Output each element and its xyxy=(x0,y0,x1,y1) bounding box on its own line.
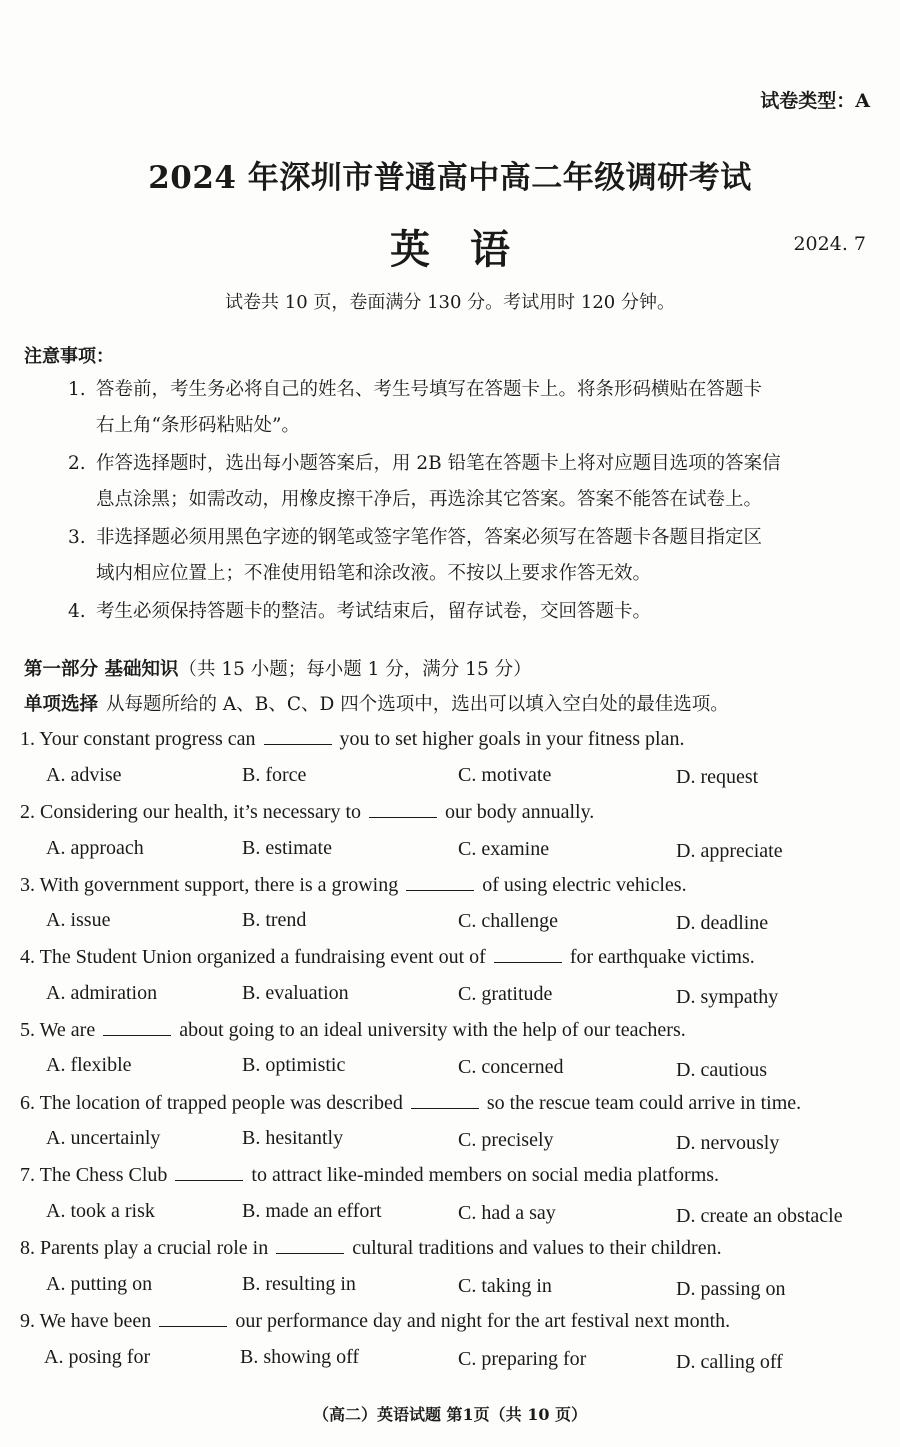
option-d: D. sympathy xyxy=(676,986,779,1008)
instruction-label: 单项选择 xyxy=(24,694,99,715)
option-a: A. putting on xyxy=(46,1273,153,1295)
subject-title: 英语 xyxy=(390,226,550,273)
section-title-detail: （共 15 小题；每小题 1 分，满分 15 分） xyxy=(178,659,532,680)
note-text: 答卷前，考生务必将自己的姓名、考生号填写在答题卡上。将条形码横贴在答题卡 xyxy=(96,379,763,400)
answer-blank xyxy=(276,1237,344,1254)
option-a: A. admiration xyxy=(46,982,158,1004)
answer-blank xyxy=(264,728,332,745)
question-stem: 1. Your constant progress can you to set higher goals in your fitness plan. xyxy=(20,728,685,750)
option-b: B. estimate xyxy=(242,837,332,859)
section-title xyxy=(24,655,532,681)
option-c: C. preparing for xyxy=(458,1348,587,1370)
option-b: B. evaluation xyxy=(242,982,349,1004)
instruction-text: 从每题所给的 A、B、C、D 四个选项中，选出可以填入空白处的最佳选项。 xyxy=(106,694,729,715)
note-number: 2. xyxy=(68,453,86,474)
option-a: A. issue xyxy=(46,909,111,931)
option-b: B. showing off xyxy=(240,1346,360,1368)
option-b: B. optimistic xyxy=(242,1054,346,1076)
question-stem: 3. With government support, there is a growing of using electric vehicles. xyxy=(20,874,687,896)
answer-blank xyxy=(411,1092,479,1109)
option-d: D. appreciate xyxy=(676,840,783,862)
question-stem: 5. We are about going to an ideal university with the help of our teachers. xyxy=(20,1019,686,1041)
section-instruction xyxy=(24,690,729,716)
option-d: D. request xyxy=(676,766,759,788)
note-text: 域内相应位置上；不准使用铅笔和涂改液。不按以上要求作答无效。 xyxy=(96,563,652,584)
question-stem: 7. The Chess Club to attract like-minded members on social media platforms. xyxy=(20,1164,720,1186)
option-c: C. challenge xyxy=(458,910,558,932)
answer-blank xyxy=(103,1019,171,1036)
option-c: C. had a say xyxy=(458,1202,556,1224)
answer-blank xyxy=(494,946,562,963)
note-text: 非选择题必须用黑色字迹的钢笔或签字笔作答，答案必须写在答题卡各题目指定区 xyxy=(96,527,763,548)
option-d: D. calling off xyxy=(676,1351,783,1373)
note-item xyxy=(68,372,878,444)
note-text: 右上角“条形码粘贴处”。 xyxy=(96,415,300,436)
option-d: D. nervously xyxy=(676,1132,780,1154)
paper-type-label: 试卷类型：A xyxy=(760,90,870,112)
note-text: 息点涂黑；如需改动，用橡皮擦干净后，再选涂其它答案。答案不能答在试卷上。 xyxy=(96,489,763,510)
page-footer: （高二）英语试题 第1页（共 10 页） xyxy=(312,1405,588,1424)
note-text: 作答选择题时，选出每小题答案后，用 2B 铅笔在答题卡上将对应题目选项的答案信 xyxy=(96,453,781,474)
note-text: 考生必须保持答题卡的整洁。考试结束后，留存试卷，交回答题卡。 xyxy=(96,601,652,622)
exam-date: 2024. 7 xyxy=(793,233,866,255)
option-b: B. trend xyxy=(242,909,307,931)
answer-blank xyxy=(406,874,474,891)
note-number: 4. xyxy=(68,601,86,622)
option-c: C. motivate xyxy=(458,764,552,786)
option-c: C. precisely xyxy=(458,1129,554,1151)
note-item xyxy=(68,446,878,518)
answer-blank xyxy=(369,801,437,818)
question-stem: 4. The Student Union organized a fundraising event out of for earthquake victims. xyxy=(20,946,755,968)
option-d: D. deadline xyxy=(676,912,769,934)
option-a: A. took a risk xyxy=(46,1200,155,1222)
option-a: A. posing for xyxy=(44,1346,151,1368)
option-a: A. flexible xyxy=(46,1054,132,1076)
exam-info: 试卷共 10 页，卷面满分 130 分。考试用时 120 分钟。 xyxy=(225,292,675,313)
note-number: 3. xyxy=(68,527,86,548)
note-item xyxy=(68,520,878,592)
option-b: B. resulting in xyxy=(242,1273,356,1295)
option-d: D. cautious xyxy=(676,1059,768,1081)
option-c: C. taking in xyxy=(458,1275,552,1297)
option-b: B. made an effort xyxy=(242,1200,382,1222)
answer-blank xyxy=(159,1310,227,1327)
option-a: A. approach xyxy=(46,837,144,859)
option-b: B. force xyxy=(242,764,307,786)
option-b: B. hesitantly xyxy=(242,1127,344,1149)
option-d: D. passing on xyxy=(676,1278,786,1300)
option-a: A. advise xyxy=(46,764,122,786)
question-stem: 2. Considering our health, it’s necessary to our body annually. xyxy=(20,801,595,823)
option-c: C. concerned xyxy=(458,1056,564,1078)
option-c: C. examine xyxy=(458,838,550,860)
exam-title: 2024 年深圳市普通高中高二年级调研考试 xyxy=(148,160,752,196)
notes-heading: 注意事项： xyxy=(24,346,114,367)
note-item xyxy=(68,594,878,630)
section-title-main: 第一部分 基础知识 xyxy=(24,659,179,680)
note-number: 1. xyxy=(68,379,86,400)
question-stem: 8. Parents play a crucial role in cultural traditions and values to their children. xyxy=(20,1237,722,1259)
question-stem: 6. The location of trapped people was described so the rescue team could arrive in time. xyxy=(20,1092,802,1114)
option-a: A. uncertainly xyxy=(46,1127,161,1149)
question-stem: 9. We have been our performance day and night for the art festival next month. xyxy=(20,1310,731,1332)
option-c: C. gratitude xyxy=(458,983,553,1005)
option-d: D. create an obstacle xyxy=(676,1205,843,1227)
answer-blank xyxy=(175,1164,243,1181)
